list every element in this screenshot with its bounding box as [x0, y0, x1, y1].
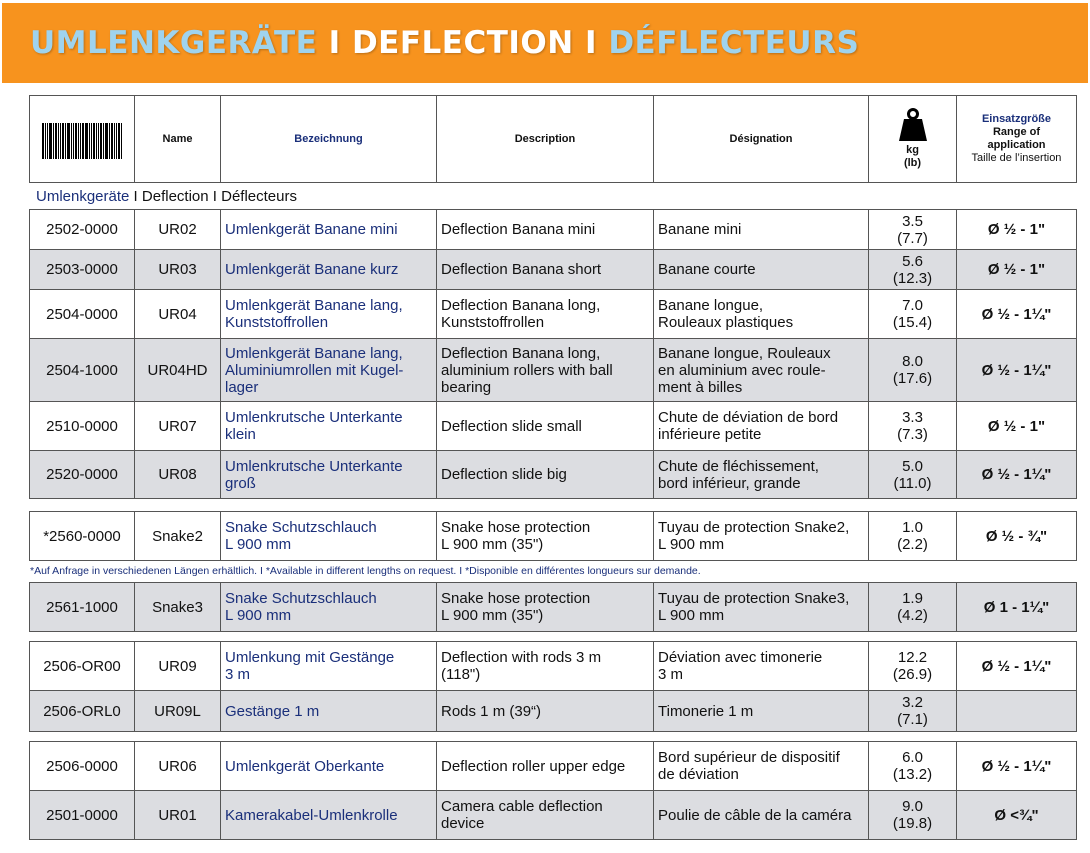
header-range-fr: Taille de l’insertion: [971, 152, 1062, 164]
bezeichnung-cell-line: Umlenkrutsche Unterkante: [225, 457, 403, 475]
weight-kg: 3.3: [902, 409, 923, 426]
barcode-bar: [114, 123, 115, 159]
description-cell-line: Camera cable deflection: [441, 798, 603, 815]
weight-kg: 1.9: [902, 590, 923, 607]
barcode-bar: [100, 123, 102, 159]
table-row[interactable]: [30, 691, 1077, 732]
table-row[interactable]: [30, 402, 1077, 451]
description-cell: [437, 791, 654, 840]
description-cell: [437, 691, 654, 732]
description-cell: [437, 642, 654, 691]
table-row[interactable]: [30, 791, 1077, 840]
weight-cell: [869, 791, 957, 840]
weight-lb: (13.2): [892, 766, 933, 783]
description-cell-line: Deflection Banana mini: [441, 221, 596, 238]
range-cell: Ø ½ - ¾": [957, 512, 1077, 561]
table-row[interactable]: [30, 339, 1077, 402]
range-cell: Ø ½ - 1¼": [957, 451, 1077, 499]
weight-cell: [869, 250, 957, 290]
weight-lb: (26.9): [892, 666, 933, 683]
barcode-icon: [34, 119, 130, 159]
banner-separator: I: [573, 25, 609, 61]
designation-cell-line: Déviation avec timonerie: [658, 649, 823, 666]
barcode-bar: [78, 123, 79, 159]
designation-cell-line: L 900 mm: [658, 536, 725, 553]
designation-cell-line: Banane mini: [658, 221, 742, 238]
description-cell: [437, 290, 654, 339]
barcode-bar: [47, 123, 48, 159]
bezeichnung-cell-line: Umlenkgerät Banane mini: [225, 221, 398, 238]
description-cell-line: Deflection slide big: [441, 466, 567, 483]
table-row[interactable]: [30, 451, 1077, 499]
bezeichnung-cell-line: Umlenkung mit Gestänge: [225, 649, 395, 666]
description-cell: [437, 451, 654, 499]
description-cell-line: Deflection with rods 3 m: [441, 649, 602, 666]
weight-cell: [869, 451, 957, 499]
designation-cell-line: bord inférieur, grande: [658, 474, 801, 492]
designation-cell: [654, 250, 869, 290]
bezeichnung-cell-line: Umlenkgerät Banane kurz: [225, 261, 399, 278]
description-cell: [437, 742, 654, 791]
description-cell-line: Rods 1 m (39“): [441, 702, 542, 720]
product-name: UR09L: [135, 691, 221, 732]
description-cell: [437, 512, 654, 561]
article-number: 2510-0000: [30, 402, 135, 451]
header-designation: Désignation: [654, 96, 869, 183]
article-number: 2506-ORL0: [30, 691, 135, 732]
designation-cell-line: Bord supérieur de dispositif: [658, 749, 840, 766]
weight-cell: [869, 691, 957, 732]
bezeichnung-cell: [221, 339, 437, 402]
designation-cell-line: Banane longue, Rouleaux: [658, 344, 831, 362]
weight-kg: 9.0: [902, 798, 923, 815]
weight-lb: (15.4): [892, 314, 933, 331]
table-row[interactable]: [30, 210, 1077, 250]
description-cell-line: Deflection slide small: [441, 417, 582, 435]
bezeichnung-cell: [221, 791, 437, 840]
designation-cell-line: ment à billes: [658, 378, 743, 396]
barcode-bar: [49, 123, 52, 159]
description-cell-line: bearing: [441, 378, 492, 396]
bezeichnung-cell-line: 3 m: [225, 666, 251, 683]
table-row[interactable]: [30, 512, 1077, 561]
product-name: UR02: [135, 210, 221, 250]
header-range-en2: application: [987, 139, 1046, 151]
bezeichnung-cell-line: Kamerakabel-Umlenkrolle: [225, 806, 398, 824]
description-cell-line: Snake hose protection: [441, 519, 591, 536]
weight-lb: (2.2): [897, 536, 928, 553]
barcode-bar: [103, 123, 104, 159]
description-cell: [437, 339, 654, 402]
weight-cell: [869, 402, 957, 451]
banner-title: [30, 25, 859, 61]
range-cell: Ø ½ - 1": [957, 210, 1077, 250]
banner-separator: I: [317, 25, 352, 61]
designation-cell-line: Poulie de câble de la caméra: [658, 806, 852, 824]
designation-cell-line: de déviation: [658, 766, 739, 783]
description-cell: [437, 210, 654, 250]
bezeichnung-cell: [221, 691, 437, 732]
designation-cell-line: inférieure petite: [658, 426, 762, 443]
description-cell-line: Deflection roller upper edge: [441, 757, 626, 775]
weight-kg: 5.0: [902, 457, 923, 475]
header-description: Description: [437, 96, 654, 183]
bezeichnung-cell: [221, 402, 437, 451]
table-header: [29, 95, 1077, 183]
barcode-bar: [58, 123, 59, 159]
header-range-en1: Range of: [992, 126, 1041, 138]
designation-cell-line: Chute de fléchissement,: [658, 457, 819, 475]
banner-title-de: UMLENKGERÄTE: [30, 25, 318, 61]
range-cell: Ø ½ - 1¼": [957, 290, 1077, 339]
section-separator: I: [208, 188, 222, 205]
article-number: *2560-0000: [30, 512, 135, 561]
designation-cell: [654, 339, 869, 402]
weight-lb: (11.0): [893, 474, 932, 492]
barcode-bar: [71, 123, 72, 159]
bezeichnung-cell: [221, 512, 437, 561]
bezeichnung-cell-line: Kunststoffrollen: [225, 314, 329, 331]
product-name: UR01: [135, 791, 221, 840]
bezeichnung-cell-line: klein: [225, 426, 256, 443]
weight-kg: 3.5: [902, 212, 923, 230]
barcode-bar: [67, 123, 70, 159]
description-cell-line: Kunststoffrollen: [441, 314, 545, 331]
article-number: 2504-0000: [30, 290, 135, 339]
product-name: UR04HD: [135, 339, 221, 402]
bezeichnung-cell: [221, 451, 437, 499]
range-cell: [957, 691, 1077, 732]
banner-title-en: DEFLECTION: [351, 25, 574, 61]
product-table: [29, 582, 1077, 632]
weight-cell: [869, 339, 957, 402]
weight-cell: [869, 583, 957, 632]
bezeichnung-cell: [221, 290, 437, 339]
designation-cell: [654, 691, 869, 732]
barcode-bar: [105, 123, 108, 159]
section-label-fr: Déflecteurs: [221, 188, 297, 205]
weight-lb: (12.3): [892, 269, 933, 287]
description-cell: [437, 250, 654, 290]
header-name: Name: [135, 96, 221, 183]
designation-cell-line: Tuyau de protection Snake2,: [658, 519, 850, 536]
barcode-bar: [116, 123, 117, 159]
barcode-bar: [53, 123, 54, 159]
bezeichnung-cell-line: Umlenkgerät Banane lang,: [225, 344, 403, 362]
table-row[interactable]: [30, 250, 1077, 290]
weight-lb: (17.6): [892, 370, 933, 387]
product-name: UR09: [135, 642, 221, 691]
bezeichnung-cell-line: Umlenkgerät Oberkante: [225, 757, 385, 775]
designation-cell: [654, 742, 869, 791]
bezeichnung-cell-line: Snake Schutzschlauch: [225, 519, 377, 536]
designation-cell-line: en aluminium avec roule-: [658, 361, 826, 379]
barcode-bar: [91, 123, 92, 159]
barcode-bar: [93, 123, 95, 159]
weight-kg: 12.2: [897, 649, 928, 666]
bezeichnung-cell-line: L 900 mm: [225, 607, 292, 624]
designation-cell-line: 3 m: [658, 666, 684, 683]
bezeichnung-cell-line: Aluminiumrollen mit Kugel-: [225, 361, 404, 379]
description-cell-line: device: [441, 815, 485, 832]
designation-cell-line: Banane courte: [658, 261, 756, 278]
table-row[interactable]: [30, 290, 1077, 339]
article-number: 2502-0000: [30, 210, 135, 250]
barcode-bar: [96, 123, 97, 159]
barcode-bar: [111, 123, 113, 159]
weight-cell: [869, 742, 957, 791]
product-name: UR07: [135, 402, 221, 451]
description-cell-line: Deflection Banana long,: [441, 297, 601, 314]
product-table: [29, 741, 1077, 840]
barcode-bar: [80, 123, 81, 159]
bezeichnung-cell: [221, 642, 437, 691]
barcode-bar: [55, 123, 57, 159]
article-number: 2506-OR00: [30, 642, 135, 691]
weight-kg: 8.0: [902, 353, 923, 370]
description-cell-line: L 900 mm (35"): [441, 607, 544, 624]
bezeichnung-cell: [221, 742, 437, 791]
barcode-bar: [73, 123, 74, 159]
description-cell-line: aluminium rollers with ball: [441, 361, 613, 379]
range-cell: Ø <¾": [957, 791, 1077, 840]
bezeichnung-cell-line: lager: [225, 378, 259, 396]
bezeichnung-cell: [221, 250, 437, 290]
description-cell-line: Deflection Banana long,: [441, 344, 601, 362]
barcode-bar: [65, 123, 66, 159]
designation-cell-line: Banane longue,: [658, 297, 764, 314]
banner-title-fr: DÉFLECTEURS: [608, 25, 860, 61]
weight-kg: 5.6: [902, 252, 923, 270]
designation-cell: [654, 402, 869, 451]
weight-lb: (4.2): [897, 607, 928, 624]
barcode-bar: [109, 123, 110, 159]
page-banner: [2, 3, 1088, 83]
article-number: 2504-1000: [30, 339, 135, 402]
designation-cell-line: Rouleaux plastiques: [658, 314, 794, 331]
table-row[interactable]: [30, 642, 1077, 691]
range-cell: Ø ½ - 1¼": [957, 642, 1077, 691]
weight-cell: [869, 210, 957, 250]
bezeichnung-cell-line: Umlenkgerät Banane lang,: [225, 297, 403, 314]
article-number: 2561-1000: [30, 583, 135, 632]
designation-cell-line: L 900 mm: [658, 607, 725, 624]
weight-cell: [869, 642, 957, 691]
bezeichnung-cell-line: groß: [225, 474, 256, 492]
section-label-de: Umlenkgeräte: [36, 188, 130, 205]
article-number: 2503-0000: [30, 250, 135, 290]
header-range: [957, 96, 1077, 183]
weight-lb: (19.8): [892, 815, 933, 832]
footnote: *Auf Anfrage in verschiedenen Längen erhältlich. I *Available in different lengths on request. I *Disponible en différentes longueurs sur demande.: [30, 565, 701, 577]
product-name: Snake2: [135, 512, 221, 561]
weight-lb: (7.1): [897, 711, 928, 728]
section-label-en: Deflection: [141, 188, 209, 205]
barcode-bar: [121, 123, 122, 159]
product-table: [29, 511, 1077, 561]
bezeichnung-cell: [221, 210, 437, 250]
article-number: 2501-0000: [30, 791, 135, 840]
weight-cell: [869, 512, 957, 561]
bezeichnung-cell-line: Gestänge 1 m: [225, 702, 320, 720]
range-cell: Ø ½ - 1¼": [957, 742, 1077, 791]
article-number: 2520-0000: [30, 451, 135, 499]
barcode-bar: [89, 123, 90, 159]
header-kg: kg: [906, 144, 919, 156]
weight-kg: 3.2: [902, 694, 923, 711]
header-bezeichnung: Bezeichnung: [221, 96, 437, 183]
designation-cell: [654, 791, 869, 840]
description-cell-line: (118"): [441, 666, 481, 683]
designation-cell: [654, 451, 869, 499]
barcode-bar: [62, 123, 64, 159]
description-cell-line: Snake hose protection: [441, 590, 591, 607]
description-cell: [437, 402, 654, 451]
barcode-bar: [60, 123, 61, 159]
designation-cell: [654, 512, 869, 561]
product-name: Snake3: [135, 583, 221, 632]
bezeichnung-cell-line: Snake Schutzschlauch: [225, 590, 377, 607]
table-row[interactable]: [30, 583, 1077, 632]
range-cell: Ø ½ - 1": [957, 402, 1077, 451]
weight-icon: [898, 108, 928, 142]
table-row[interactable]: [30, 742, 1077, 791]
designation-cell: [654, 210, 869, 250]
weight-kg: 7.0: [902, 297, 923, 314]
header-range-de: Einsatzgröße: [981, 113, 1052, 125]
barcode-header: [30, 96, 135, 183]
range-cell: Ø ½ - 1": [957, 250, 1077, 290]
product-table: [29, 209, 1077, 499]
weight-lb: (7.7): [897, 229, 928, 247]
weight-kg: 6.0: [902, 749, 923, 766]
designation-cell-line: Chute de déviation de bord: [658, 409, 839, 426]
barcode-bar: [45, 123, 46, 159]
weight-lb: (7.3): [897, 426, 928, 443]
header-weight: [869, 96, 957, 183]
bezeichnung-cell: [221, 583, 437, 632]
product-name: UR03: [135, 250, 221, 290]
article-number: 2506-0000: [30, 742, 135, 791]
designation-cell: [654, 642, 869, 691]
weight-kg: 1.0: [902, 519, 923, 536]
header-lb: (lb): [903, 157, 922, 169]
product-name: UR04: [135, 290, 221, 339]
description-cell-line: Deflection Banana short: [441, 261, 602, 278]
product-name: UR08: [135, 451, 221, 499]
designation-cell-line: Tuyau de protection Snake3,: [658, 590, 850, 607]
range-cell: Ø ½ - 1¼": [957, 339, 1077, 402]
section-label: [36, 188, 297, 205]
weight-cell: [869, 290, 957, 339]
barcode-bar: [98, 123, 99, 159]
barcode-bar: [85, 123, 88, 159]
designation-cell: [654, 290, 869, 339]
bezeichnung-cell-line: Umlenkrutsche Unterkante: [225, 409, 403, 426]
product-name: UR06: [135, 742, 221, 791]
section-separator: I: [129, 188, 142, 205]
product-table: [29, 641, 1077, 732]
range-cell: Ø 1 - 1¼": [957, 583, 1077, 632]
designation-cell-line: Timonerie 1 m: [658, 702, 754, 720]
barcode-bar: [82, 123, 84, 159]
bezeichnung-cell-line: L 900 mm: [225, 536, 292, 553]
barcode-bar: [75, 123, 77, 159]
barcode-bar: [118, 123, 120, 159]
description-cell-line: L 900 mm (35"): [441, 536, 544, 553]
barcode-bar: [42, 123, 44, 159]
description-cell: [437, 583, 654, 632]
designation-cell: [654, 583, 869, 632]
